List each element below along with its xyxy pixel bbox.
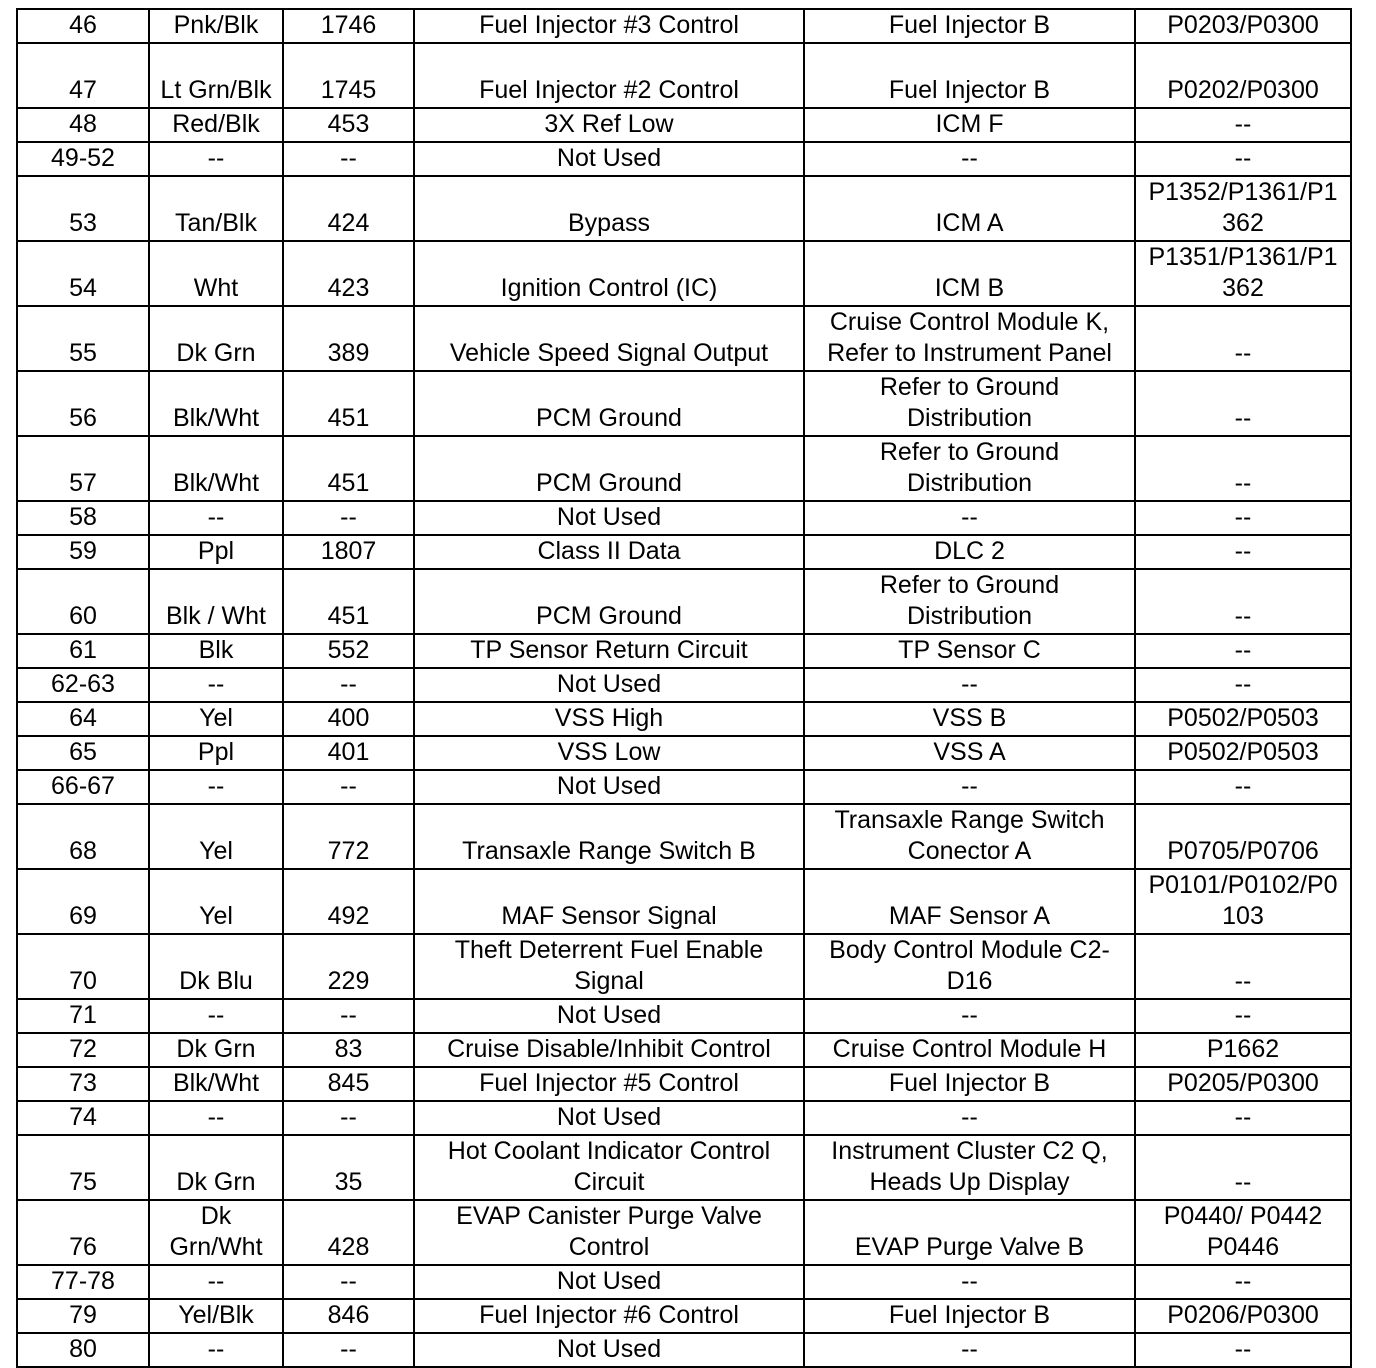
pin-number-cell: 49-52 bbox=[17, 142, 149, 176]
connection-cell: Fuel Injector B bbox=[804, 1067, 1135, 1101]
pin-number-cell: 66-67 bbox=[17, 770, 149, 804]
wire-color-cell: Blk/Wht bbox=[149, 1067, 283, 1101]
connection-cell: Fuel Injector B bbox=[804, 9, 1135, 43]
circuit-number-cell: 229 bbox=[283, 934, 414, 999]
circuit-number-cell: -- bbox=[283, 142, 414, 176]
circuit-number-cell: 1746 bbox=[283, 9, 414, 43]
wire-color-cell: Yel/Blk bbox=[149, 1299, 283, 1333]
wire-color-cell: Blk bbox=[149, 634, 283, 668]
dtc-cell: -- bbox=[1135, 1265, 1351, 1299]
pin-number-cell: 46 bbox=[17, 9, 149, 43]
circuit-number-cell: 845 bbox=[283, 1067, 414, 1101]
circuit-number-cell: 772 bbox=[283, 804, 414, 869]
pin-number-cell: 77-78 bbox=[17, 1265, 149, 1299]
function-cell: VSS Low bbox=[414, 736, 804, 770]
function-cell: Hot Coolant Indicator Control Circuit bbox=[414, 1135, 804, 1200]
dtc-cell: P0502/P0503 bbox=[1135, 736, 1351, 770]
dtc-cell: -- bbox=[1135, 306, 1351, 371]
connection-cell: -- bbox=[804, 668, 1135, 702]
table-row bbox=[17, 306, 1351, 371]
function-cell: Not Used bbox=[414, 999, 804, 1033]
dtc-cell: -- bbox=[1135, 999, 1351, 1033]
dtc-cell: -- bbox=[1135, 934, 1351, 999]
function-cell: Not Used bbox=[414, 1333, 804, 1367]
table-row bbox=[17, 770, 1351, 804]
pin-number-cell: 68 bbox=[17, 804, 149, 869]
connection-cell: Fuel Injector B bbox=[804, 1299, 1135, 1333]
connection-cell: Transaxle Range Switch Conector A bbox=[804, 804, 1135, 869]
wire-color-cell: -- bbox=[149, 1265, 283, 1299]
wire-color-cell: Tan/Blk bbox=[149, 176, 283, 241]
circuit-number-cell: 453 bbox=[283, 108, 414, 142]
circuit-number-cell: 389 bbox=[283, 306, 414, 371]
dtc-cell: P0203/P0300 bbox=[1135, 9, 1351, 43]
pin-number-cell: 55 bbox=[17, 306, 149, 371]
wire-color-cell: -- bbox=[149, 1101, 283, 1135]
connection-cell: -- bbox=[804, 1101, 1135, 1135]
pin-number-cell: 57 bbox=[17, 436, 149, 501]
connection-cell: Fuel Injector B bbox=[804, 43, 1135, 108]
function-cell: VSS High bbox=[414, 702, 804, 736]
dtc-cell: P0502/P0503 bbox=[1135, 702, 1351, 736]
connection-cell: Refer to Ground Distribution bbox=[804, 569, 1135, 634]
wire-color-cell: Blk/Wht bbox=[149, 436, 283, 501]
circuit-number-cell: -- bbox=[283, 1333, 414, 1367]
connection-cell: ICM A bbox=[804, 176, 1135, 241]
function-cell: Ignition Control (IC) bbox=[414, 241, 804, 306]
connection-cell: Instrument Cluster C2 Q, Heads Up Display bbox=[804, 1135, 1135, 1200]
table-row bbox=[17, 934, 1351, 999]
table-row bbox=[17, 634, 1351, 668]
wire-color-cell: -- bbox=[149, 999, 283, 1033]
function-cell: Not Used bbox=[414, 770, 804, 804]
function-cell: Fuel Injector #2 Control bbox=[414, 43, 804, 108]
wire-color-cell: Ppl bbox=[149, 736, 283, 770]
circuit-number-cell: 451 bbox=[283, 371, 414, 436]
table-row bbox=[17, 1033, 1351, 1067]
wire-color-cell: Yel bbox=[149, 702, 283, 736]
wire-color-cell: -- bbox=[149, 770, 283, 804]
pin-number-cell: 74 bbox=[17, 1101, 149, 1135]
function-cell: Not Used bbox=[414, 501, 804, 535]
table-row bbox=[17, 702, 1351, 736]
function-cell: TP Sensor Return Circuit bbox=[414, 634, 804, 668]
table-row bbox=[17, 1333, 1351, 1367]
table-row bbox=[17, 1299, 1351, 1333]
table-row bbox=[17, 371, 1351, 436]
wire-color-cell: Dk Grn bbox=[149, 1033, 283, 1067]
wire-color-cell: Lt Grn/Blk bbox=[149, 43, 283, 108]
wire-color-cell: Yel bbox=[149, 804, 283, 869]
connection-cell: -- bbox=[804, 770, 1135, 804]
wire-color-cell: Dk Blu bbox=[149, 934, 283, 999]
dtc-cell: P1662 bbox=[1135, 1033, 1351, 1067]
function-cell: Vehicle Speed Signal Output bbox=[414, 306, 804, 371]
wire-color-cell: Dk Grn/Wht bbox=[149, 1200, 283, 1265]
circuit-number-cell: 400 bbox=[283, 702, 414, 736]
circuit-number-cell: 451 bbox=[283, 569, 414, 634]
table-row bbox=[17, 1067, 1351, 1101]
dtc-cell: -- bbox=[1135, 1101, 1351, 1135]
table-row bbox=[17, 43, 1351, 108]
pin-number-cell: 64 bbox=[17, 702, 149, 736]
table-row bbox=[17, 1135, 1351, 1200]
circuit-number-cell: -- bbox=[283, 770, 414, 804]
connection-cell: EVAP Purge Valve B bbox=[804, 1200, 1135, 1265]
dtc-cell: -- bbox=[1135, 501, 1351, 535]
table-row bbox=[17, 569, 1351, 634]
function-cell: Not Used bbox=[414, 142, 804, 176]
pin-number-cell: 70 bbox=[17, 934, 149, 999]
connection-cell: VSS A bbox=[804, 736, 1135, 770]
connection-cell: -- bbox=[804, 999, 1135, 1033]
function-cell: Fuel Injector #6 Control bbox=[414, 1299, 804, 1333]
circuit-number-cell: 35 bbox=[283, 1135, 414, 1200]
table-row bbox=[17, 436, 1351, 501]
wire-color-cell: Blk/Wht bbox=[149, 371, 283, 436]
function-cell: PCM Ground bbox=[414, 371, 804, 436]
pin-number-cell: 75 bbox=[17, 1135, 149, 1200]
pin-number-cell: 80 bbox=[17, 1333, 149, 1367]
table-row bbox=[17, 668, 1351, 702]
function-cell: MAF Sensor Signal bbox=[414, 869, 804, 934]
dtc-cell: -- bbox=[1135, 634, 1351, 668]
pin-number-cell: 56 bbox=[17, 371, 149, 436]
table-row bbox=[17, 999, 1351, 1033]
circuit-number-cell: -- bbox=[283, 501, 414, 535]
circuit-number-cell: -- bbox=[283, 999, 414, 1033]
wire-color-cell: -- bbox=[149, 1333, 283, 1367]
table-row bbox=[17, 108, 1351, 142]
pin-number-cell: 47 bbox=[17, 43, 149, 108]
dtc-cell: P0202/P0300 bbox=[1135, 43, 1351, 108]
circuit-number-cell: 428 bbox=[283, 1200, 414, 1265]
dtc-cell: -- bbox=[1135, 569, 1351, 634]
wire-color-cell: Pnk/Blk bbox=[149, 9, 283, 43]
pin-number-cell: 48 bbox=[17, 108, 149, 142]
function-cell: Not Used bbox=[414, 1265, 804, 1299]
dtc-cell: P0440/ P0442 P0446 bbox=[1135, 1200, 1351, 1265]
circuit-number-cell: 423 bbox=[283, 241, 414, 306]
pin-number-cell: 58 bbox=[17, 501, 149, 535]
pin-number-cell: 79 bbox=[17, 1299, 149, 1333]
dtc-cell: -- bbox=[1135, 770, 1351, 804]
table-row bbox=[17, 736, 1351, 770]
table-row bbox=[17, 1265, 1351, 1299]
dtc-cell: P0101/P0102/P0 103 bbox=[1135, 869, 1351, 934]
dtc-cell: -- bbox=[1135, 1333, 1351, 1367]
pin-number-cell: 73 bbox=[17, 1067, 149, 1101]
pin-number-cell: 59 bbox=[17, 535, 149, 569]
function-cell: Class II Data bbox=[414, 535, 804, 569]
circuit-number-cell: -- bbox=[283, 668, 414, 702]
connection-cell: ICM F bbox=[804, 108, 1135, 142]
dtc-cell: -- bbox=[1135, 1135, 1351, 1200]
table-row bbox=[17, 869, 1351, 934]
table-row bbox=[17, 241, 1351, 306]
circuit-number-cell: 451 bbox=[283, 436, 414, 501]
function-cell: PCM Ground bbox=[414, 436, 804, 501]
connection-cell: Refer to Ground Distribution bbox=[804, 371, 1135, 436]
dtc-cell: P1351/P1361/P1 362 bbox=[1135, 241, 1351, 306]
table-row bbox=[17, 9, 1351, 43]
table-body bbox=[17, 9, 1351, 1367]
wire-color-cell: -- bbox=[149, 668, 283, 702]
circuit-number-cell: 401 bbox=[283, 736, 414, 770]
function-cell: Fuel Injector #3 Control bbox=[414, 9, 804, 43]
function-cell: Transaxle Range Switch B bbox=[414, 804, 804, 869]
function-cell: PCM Ground bbox=[414, 569, 804, 634]
pcm-connector-pinout-table bbox=[16, 8, 1352, 1368]
circuit-number-cell: 552 bbox=[283, 634, 414, 668]
wire-color-cell: -- bbox=[149, 142, 283, 176]
connection-cell: MAF Sensor A bbox=[804, 869, 1135, 934]
circuit-number-cell: 424 bbox=[283, 176, 414, 241]
dtc-cell: -- bbox=[1135, 668, 1351, 702]
dtc-cell: -- bbox=[1135, 108, 1351, 142]
connection-cell: Cruise Control Module K, Refer to Instrument Panel bbox=[804, 306, 1135, 371]
circuit-number-cell: 1745 bbox=[283, 43, 414, 108]
connection-cell: -- bbox=[804, 501, 1135, 535]
function-cell: Bypass bbox=[414, 176, 804, 241]
circuit-number-cell: 846 bbox=[283, 1299, 414, 1333]
wire-color-cell: Dk Grn bbox=[149, 1135, 283, 1200]
function-cell: EVAP Canister Purge Valve Control bbox=[414, 1200, 804, 1265]
pin-number-cell: 72 bbox=[17, 1033, 149, 1067]
wire-color-cell: Yel bbox=[149, 869, 283, 934]
connection-cell: VSS B bbox=[804, 702, 1135, 736]
pin-number-cell: 76 bbox=[17, 1200, 149, 1265]
table-row bbox=[17, 501, 1351, 535]
dtc-cell: P0206/P0300 bbox=[1135, 1299, 1351, 1333]
connection-cell: ICM B bbox=[804, 241, 1135, 306]
function-cell: Fuel Injector #5 Control bbox=[414, 1067, 804, 1101]
wire-color-cell: -- bbox=[149, 501, 283, 535]
circuit-number-cell: 83 bbox=[283, 1033, 414, 1067]
function-cell: 3X Ref Low bbox=[414, 108, 804, 142]
dtc-cell: P1352/P1361/P1 362 bbox=[1135, 176, 1351, 241]
function-cell: Theft Deterrent Fuel Enable Signal bbox=[414, 934, 804, 999]
pin-number-cell: 65 bbox=[17, 736, 149, 770]
dtc-cell: -- bbox=[1135, 371, 1351, 436]
table-row bbox=[17, 1101, 1351, 1135]
wire-color-cell: Blk / Wht bbox=[149, 569, 283, 634]
circuit-number-cell: -- bbox=[283, 1265, 414, 1299]
connection-cell: -- bbox=[804, 1333, 1135, 1367]
circuit-number-cell: 492 bbox=[283, 869, 414, 934]
table-row bbox=[17, 1200, 1351, 1265]
dtc-cell: -- bbox=[1135, 142, 1351, 176]
connection-cell: Body Control Module C2- D16 bbox=[804, 934, 1135, 999]
table-row bbox=[17, 142, 1351, 176]
wire-color-cell: Wht bbox=[149, 241, 283, 306]
wire-color-cell: Red/Blk bbox=[149, 108, 283, 142]
dtc-cell: P0705/P0706 bbox=[1135, 804, 1351, 869]
connection-cell: Refer to Ground Distribution bbox=[804, 436, 1135, 501]
dtc-cell: -- bbox=[1135, 535, 1351, 569]
pin-number-cell: 60 bbox=[17, 569, 149, 634]
pin-number-cell: 71 bbox=[17, 999, 149, 1033]
pin-number-cell: 54 bbox=[17, 241, 149, 306]
table-row bbox=[17, 535, 1351, 569]
dtc-cell: -- bbox=[1135, 436, 1351, 501]
pin-number-cell: 62-63 bbox=[17, 668, 149, 702]
function-cell: Cruise Disable/Inhibit Control bbox=[414, 1033, 804, 1067]
pin-number-cell: 69 bbox=[17, 869, 149, 934]
table-row bbox=[17, 804, 1351, 869]
function-cell: Not Used bbox=[414, 668, 804, 702]
wire-color-cell: Dk Grn bbox=[149, 306, 283, 371]
wire-color-cell: Ppl bbox=[149, 535, 283, 569]
pin-number-cell: 61 bbox=[17, 634, 149, 668]
connection-cell: -- bbox=[804, 1265, 1135, 1299]
circuit-number-cell: -- bbox=[283, 1101, 414, 1135]
function-cell: Not Used bbox=[414, 1101, 804, 1135]
connection-cell: -- bbox=[804, 142, 1135, 176]
table-row bbox=[17, 176, 1351, 241]
pin-number-cell: 53 bbox=[17, 176, 149, 241]
connection-cell: Cruise Control Module H bbox=[804, 1033, 1135, 1067]
connection-cell: TP Sensor C bbox=[804, 634, 1135, 668]
circuit-number-cell: 1807 bbox=[283, 535, 414, 569]
connection-cell: DLC 2 bbox=[804, 535, 1135, 569]
dtc-cell: P0205/P0300 bbox=[1135, 1067, 1351, 1101]
